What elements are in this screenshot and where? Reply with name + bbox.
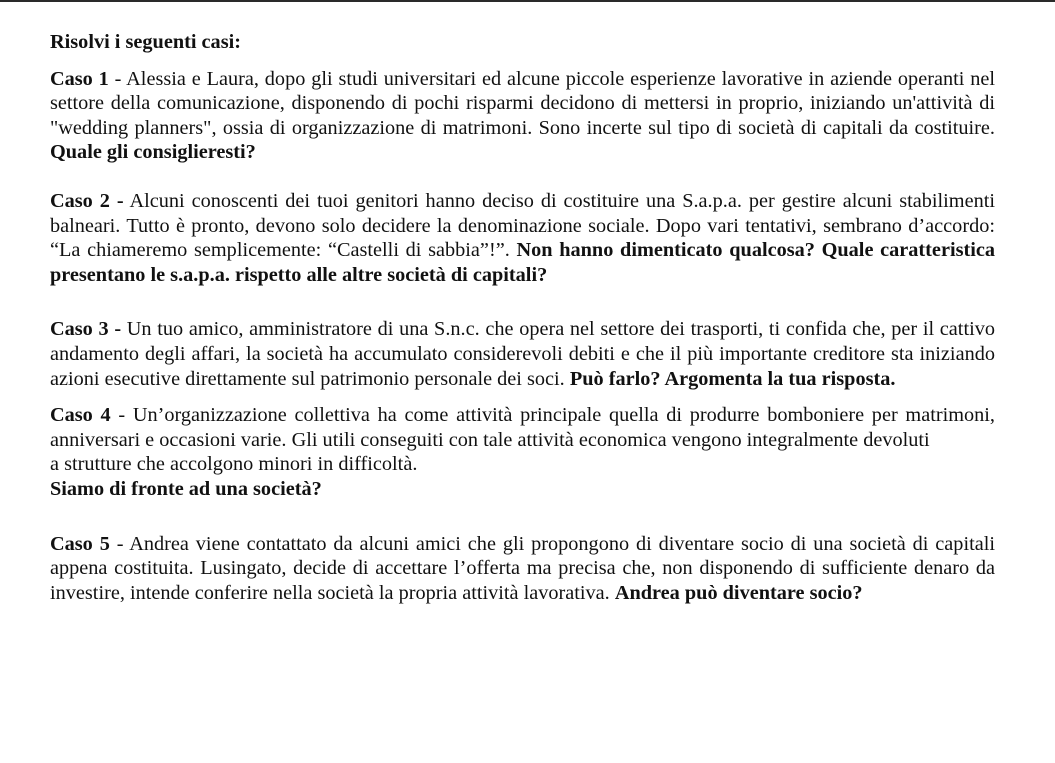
case-3-question: Può farlo? Argomenta la tua risposta. (569, 367, 896, 390)
case-5-text: - Andrea viene contattato da alcuni amici che gli propongono di diventare socio di una società di capitali appena costituita. Lusingato, decide di accettare l’offerta ma precisa che, non disponendo di sufficiente denaro da investire, intende conferire nella società la propria attività lavorativa. (50, 532, 995, 604)
page-heading: Risolvi i seguenti casi: (50, 31, 241, 53)
case-3-text: Un tuo amico, amministratore di una S.n.c. che opera nel settore dei trasporti, ti confida che, per il cattivo andamento degli affari, la società ha accumulato considerevoli debiti e che il più importante creditore sta iniziando azioni esecutive direttamente sul patrimonio personale dei soci. (50, 318, 995, 390)
case-5-paragraph (50, 532, 995, 606)
case-1-label: Caso 1 (50, 67, 109, 90)
case-2-paragraph (50, 189, 995, 287)
case-1-text: - Alessia e Laura, dopo gli studi universitari ed alcune piccole esperienze lavorative in aziende operanti nel settore della comunicazione, disponendo di pochi risparmi decidono di mettersi in proprio, iniziando un'attività di "wedding planners", ossia di organizzazione di matrimoni. Sono incerte sul tipo di società di capitali da costituire. (50, 67, 995, 139)
case-1-paragraph (50, 67, 995, 165)
case-2-label: Caso 2 - (50, 189, 124, 212)
document-page (50, 30, 995, 605)
case-3-label: Caso 3 - (50, 318, 122, 341)
top-border-line (0, 0, 1055, 2)
case-2-question: Non hanno dimenticato qualcosa? Quale caratteristica presentano le s.a.p.a. rispetto alle altre società di capitali? (50, 239, 995, 286)
case-4-text: - Un’organizzazione collettiva ha come attività principale quella di produrre bomboniere per matrimoni, anniversari e occasioni varie. Gli utili conseguiti con tale attività economica vengono integralmente devoluti (50, 404, 995, 451)
case-4-tail: a strutture che accolgono minori in difficoltà. (50, 453, 418, 476)
case-4-paragraph (50, 403, 995, 501)
case-5-label: Caso 5 (50, 532, 110, 555)
case-2-text: Alcuni conoscenti dei tuoi genitori hanno deciso di costituire una S.a.p.a. per gestire alcuni stabilimenti balneari. Tutto è pronto, devono solo decidere la denominazione sociale. Dopo vari tentativi, sembrano d’accordo: “La chiameremo semplicemente: “Castelli di sabbia”!”. (50, 189, 995, 262)
case-4-label: Caso 4 (50, 404, 111, 427)
case-4-question: Siamo di fronte ad una società? (50, 477, 322, 500)
case-1-question: Quale gli consiglieresti? (50, 141, 256, 164)
case-4-main (50, 403, 995, 452)
case-3-paragraph (50, 317, 995, 391)
case-5-question: Andrea può diventare socio? (614, 581, 863, 604)
